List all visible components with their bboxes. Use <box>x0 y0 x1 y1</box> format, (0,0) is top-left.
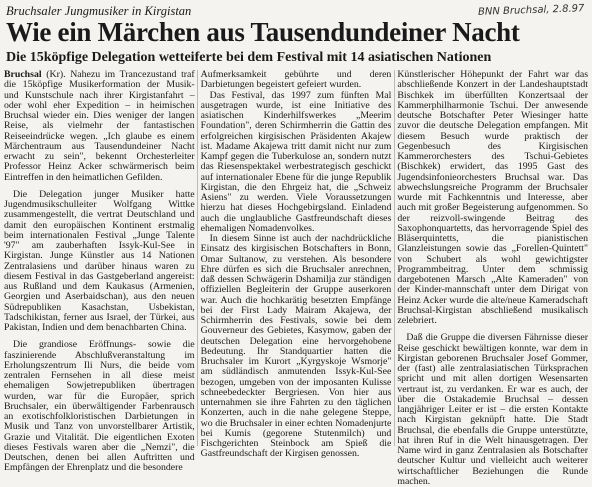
paragraph-text: (Kr). Nahezu im Trancezustand traf die 15köpfige Musikerformation der Musik- und Kunstschule nach ihrer Kirgistanfahrt – oder wohl eher Expedition – in heimischen Bruchsal wieder ein. Dies weniger der langen Reise, als vielmehr der fantastischen Reiseeindrücke wegen. „Ich glaube es einem Märchentraum aus Tausendundeiner Nacht erwacht zu sein", bekennt Orchesterleiter Professor Heinz Acker schwärmerisch beim Eintreffen in den heimatlichen Gefilden. <box>4 69 195 183</box>
paragraph: Daß die Gruppe die diversen Fährnisse dieser Reise geschickt bewältigen konnte, war dem in Kirgistan geborenen Bruchsaler Josef Gommer, der (fast) alle zentralasiatischen Türksprachen spricht und mit allen dortigen Wesensarten vertraut ist, zu verdanken. Er war es auch, der über die Ostakademie Bruchsal – dessen langjähriger Leiter er ist – die ersten Kontakte nach Kirgistan geknüpft hatte. Die Stadt Bruchsal, die ebenfalls die Gruppe unterstützte, hat ihren Ruf in die Welt hinausgetragen. Der Name wird in ganz Zentralasien als Botschafter deutscher Kultur und vielleicht auch weiterer wirtschaftlicher Beziehungen die Runde machen. <box>397 332 589 487</box>
kicker-line: Bruchsaler Jungmusiker in Kirgistan <box>6 4 192 18</box>
subheadline: Die 15köpfige Delegation wetteiferte bei dem Festival mit 14 asiatischen Nationen <box>6 50 492 65</box>
article-column-3 <box>397 69 589 487</box>
paragraph: In diesem Sinne ist auch der nachdrückliche Einsatz des kirgisischen Botschafters in Bonn, Omar Sultanow, zu verstehen. Als besondere Ehre dürfen es sich die Bruchsaler anrechnen, daß dessen Schwägerin Dshamilja zur ständigen offiziellen Begleiterin der Gruppe auserkoren war. Auch die hochkarätig besetzten Empfänge bei der First Lady Mairam Akajewa, der Schirmherrin des Festivals, sowie bei dem Gouverneur des Gebietes, Kasymow, gaben der deutschen Delegation eine hervorgehobene Bedeutung. Ihr Standquartier hatten die Bruchsaler im Kurort „Kyrgyskoje Wsmorje" am südländisch anmutenden Issyk-Kul-See bezogen, umgeben von der imposanten Kulisse schneebedeckter Bergriesen. Von hier aus unternahmen sie ihre Fahrten zu den täglichen Konzerten, auch in die nahe gelegene Steppe, wo die Bruchsaler in einer echten Nomadenjurte bei Kumis (gegorene Stutenmilch) und Fischgerichten Steinbock am Spieß die Gastfreundschaft der Kirgisen genossen. <box>200 233 392 460</box>
paragraph: Die grandiose Eröffnungs- sowie die faszinierende Abschlußveranstaltung im Erholungszentrum Ili Nurs, die beide vom zentralen Fernsehen in all diese meist ehemaligen Sowjetrepubliken übertragen wurden, war für die Europäer, sprich Bruchsaler, ein überwältigender Farbenrausch an exotischfolkloristischen Darbietungen in Musik und Tanz von unvorstellbarer Artistik, Grazie und Vitalität. Die eigentlichen Exoten dieses Festivals waren aber die „Nemzi", die Deutschen, denen bei allen Auftritten und Empfängen der Ehrenplatz und die besondere <box>4 339 195 474</box>
paragraph: Das Festival, das 1997 zum fünften Mal ausgetragen wurde, ist eine Initiative des asiatischen Kinderhilfswerkes „Meerim Foundation", deren Schirmherrin die Gattin des erfolgreichen kirgisischen Präsidenten Akajew ist. Madame Akajewa tritt damit nicht nur zum Kampf gegen die Tuberkulose an, sondern nutzt das Riesenspektakel werbestrategisch geschickt auf internationaler Ebene für die junge Republik Kirgistan, die den Ehrgeiz hat, die „Schweiz Asiens" zu werden. Viele Voraussetzungen hierzu hat dieses Hochgebirgsland. Einladend auch die unglaubliche Gastfreundschaft dieses ehemaligen Nomadenvolkes. <box>200 89 392 234</box>
headline: Wie ein Märchen aus Tausendundeiner Nacht <box>6 17 520 47</box>
article-body <box>4 69 589 487</box>
article-column-2 <box>200 69 392 460</box>
article-column-1 <box>4 69 195 474</box>
paragraph: Die Delegation junger Musiker hatte Jugendmusikschulleiter Wolfgang Wittke zusammengestellt, die vertrat Deutschland und damit den europäischen Kontinent erstmalig beim internationalen Festival „Junge Talente '97" am zauberhaften Issyk-Kul-See in Kirgistan. Junge Künstler aus 14 Nationen Zentralasiens und darüber hinaus waren zu diesem Festival in das Gastgeberland angereist: aus Rußland und dem Kaukasus (Armenien, Georgien und Aserbaidschan), aus den neuen Südrepubliken Kasachstan, Usbekistan, Tadschikistan, ferner aus Israel, der Türkei, aus Pakistan, Indien und dem benachbarten China. <box>4 188 195 333</box>
paragraph: Künstlerischer Höhepunkt der Fahrt war das abschließende Konzert in der Landeshauptstadt Bischkek im überfüllten Konzertsaal der Kammerphilharmonie Tschui. Der anwesende deutsche Botschafter Peter Wiesinger hatte zuvor die deutsche Delegation empfangen. Mit diesem Besuch wurde praktisch der Gegenbesuch des Kirgisischen Kammerorchesters des Tschui-Gebietes (Bischkek) erwidert, das 1995 Gast des Jugendsinfonieorchesters Bruchsal war. Das abwechslungsreiche Programm der Bruchsaler wurde mit Fachkenntnis und Interesse, aber auch mit großer Begeisterung aufgenommen. So der reizvoll-swingende Beitrag des Saxophonquartetts, das hervorragende Spiel des Bläserquintetts, die pianistischen Glanzleistungen sowie das „Forellen-Quintett" von Schubert als wohl gewichtigster Programmbeitrag. Unter dem schmissig dargebotenen Marsch „Alte Kameraden" von der Kinder-mannschaft unter dem Dirigat von Heinz Acker wurde die alte/neue Kameradschaft Bruchsal-Kirgistan abschließend musikalisch zelebriert. <box>397 69 589 326</box>
paragraph: Aufmerksamkeit gebührte und deren Darbietungen begeistert gefeiert wurden. <box>200 69 392 91</box>
dateline: Bruchsal <box>4 69 42 80</box>
paragraph <box>4 70 195 183</box>
handwritten-source-note: BNN Bruchsal, 2.8.97 <box>477 3 585 18</box>
